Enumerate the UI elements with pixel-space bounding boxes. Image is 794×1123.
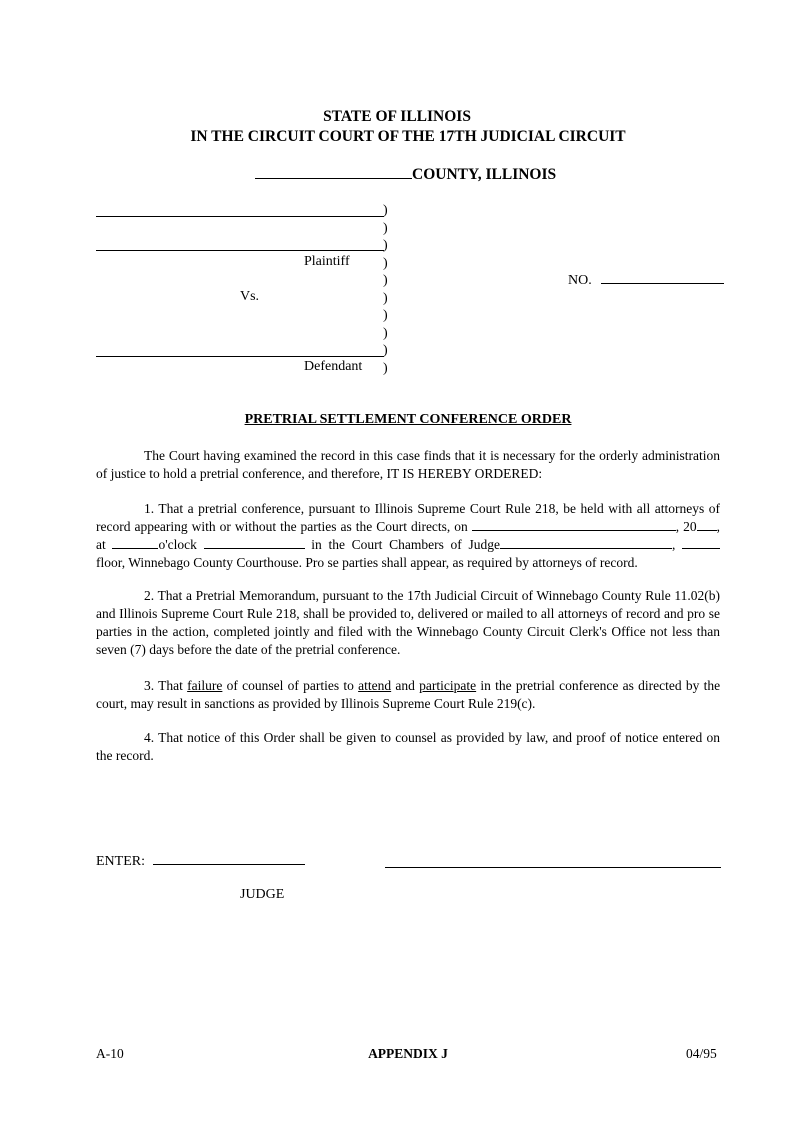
enter-label: ENTER:: [96, 854, 145, 869]
header-state: STATE OF ILLINOIS: [323, 108, 471, 125]
item-3: [96, 677, 720, 713]
item-1-comma: ,: [675, 519, 680, 534]
floor-label: floor, Winnebago County Courthouse. Pro se parties shall appear, as required by attorneys of record.: [96, 555, 638, 570]
caption-paren: ): [383, 238, 388, 253]
county-label: COUNTY, ILLINOIS: [412, 166, 557, 183]
year-field[interactable]: [697, 518, 717, 531]
defendant-line[interactable]: [96, 356, 384, 357]
defendant-label: Defendant: [304, 359, 363, 374]
item-4: 4. That notice of this Order shall be given to counsel as provided by law, and proof of notice entered on the record.: [96, 730, 720, 763]
county-line: [255, 165, 556, 185]
footer-page-code: A-10: [96, 1046, 124, 1061]
caption-paren: ): [383, 203, 388, 218]
item-3-pre: 3. That: [144, 678, 183, 693]
item-1-text: 1. That a pretrial conference, pursuant to Illinois Supreme Court Rule 218, be held with all attorneys of record appearing with or without the parties as the Court directs, on: [96, 501, 720, 534]
plaintiff-label: Plaintiff: [304, 254, 350, 269]
at-label: , at: [96, 519, 721, 552]
conference-date-field[interactable]: [472, 518, 676, 531]
caption-paren: ): [383, 290, 388, 306]
plaintiff-line-2[interactable]: [96, 250, 384, 251]
county-name-field[interactable]: [255, 166, 412, 179]
caption-paren: ): [383, 360, 388, 376]
case-no-label: NO.: [568, 273, 592, 288]
floor-field[interactable]: [682, 536, 720, 549]
case-number-field[interactable]: [601, 271, 724, 284]
caption-paren: ): [383, 273, 388, 288]
plaintiff-line-1[interactable]: [96, 216, 384, 217]
year-prefix: 20: [683, 519, 697, 534]
enter-date-field[interactable]: [153, 852, 305, 865]
item-3-attend: attend: [358, 678, 392, 693]
item-2: 2. That a Pretrial Memorandum, pursuant to the 17th Judicial Circuit of Winnebago County Rule 11.02(b) and Illinois Supreme Court Rule 218, shall be provided to, delivered or mailed to all attorneys of record and pro se parties in the action, completed jointly and filed with the Winnebago County Circuit Clerk's Office not less than seven (7) days before the date of the pretrial conference.: [96, 588, 720, 657]
time-field[interactable]: [112, 536, 158, 549]
enter-line: [96, 852, 305, 870]
footer-date: 04/95: [686, 1046, 717, 1061]
item-3-failure: failure: [187, 678, 223, 693]
judge-label: JUDGE: [240, 887, 285, 902]
judge-signature-line[interactable]: [385, 867, 721, 868]
caption-paren: ): [383, 325, 388, 341]
header-court: IN THE CIRCUIT COURT OF THE 17TH JUDICIAL CIRCUIT: [190, 128, 626, 145]
order-title: PRETRIAL SETTLEMENT CONFERENCE ORDER: [244, 412, 572, 427]
judge-name-field[interactable]: [500, 536, 672, 549]
item-1-comma: ,: [671, 537, 676, 552]
caption-paren: ): [383, 343, 388, 358]
footer-appendix: APPENDIX J: [368, 1046, 448, 1061]
caption-paren: ): [383, 308, 388, 323]
ampm-field[interactable]: [204, 536, 305, 549]
item-1: [96, 500, 720, 572]
item-3-mid2: and: [395, 678, 415, 693]
item-3-post: in the pretrial conference as directed by the court, may result in sanctions as provided by Illinois Supreme Court Rule 219(c).: [96, 678, 721, 711]
caption-paren: ): [383, 220, 388, 236]
item-3-participate: participate: [419, 678, 477, 693]
intro-paragraph: The Court having examined the record in this case finds that it is necessary for the orderly administration of justice to hold a pretrial conference, and therefore, IT IS HEREBY ORDERED:: [96, 448, 720, 481]
oclock-label: o'clock: [158, 537, 197, 552]
item-3-mid1: of counsel of parties to: [226, 678, 354, 693]
caption-paren: ): [383, 255, 388, 271]
case-number: [568, 271, 724, 289]
vs-label: Vs.: [240, 289, 260, 304]
chambers-label: in the Court Chambers of Judge: [311, 537, 500, 552]
